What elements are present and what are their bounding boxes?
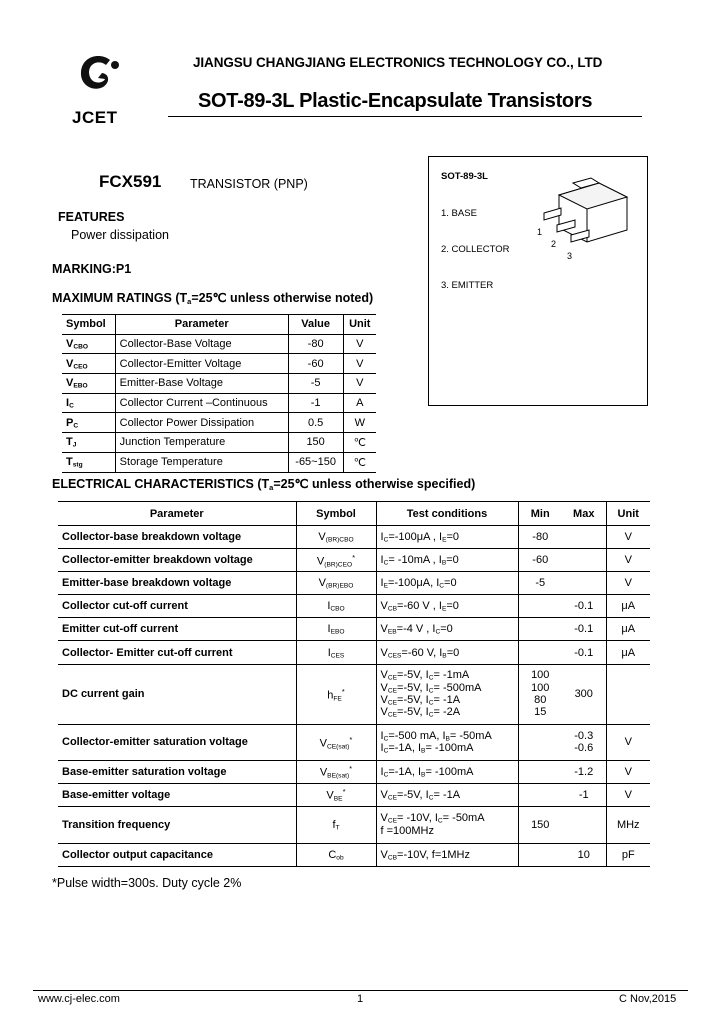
row-conditions: $V_{EB}=-4$ V , $I_C=0$	[376, 618, 518, 641]
row-max	[562, 549, 606, 572]
row-unit: V	[606, 724, 650, 760]
table-row: $V_{CBO}$ Collector-Base Voltage -80 V	[62, 334, 376, 354]
row-min	[518, 618, 562, 641]
row-symbol: $V_{(BR)CBO}$	[296, 526, 376, 549]
document-title: SOT-89-3L Plastic-Encapsulate Transistors	[198, 90, 593, 112]
table-header-row	[58, 502, 650, 526]
row-symbol: $I_{EBO}$	[296, 618, 376, 641]
marking-code: MARKING:P1	[52, 262, 132, 276]
row-unit	[606, 664, 650, 724]
row-max: -0.3 -0.6	[562, 724, 606, 760]
row-parameter: Emitter cut-off current	[58, 618, 296, 641]
table-row	[58, 595, 650, 618]
electrical-heading: ELECTRICAL CHARACTERISTICS ($T_a=25℃$ unless otherwise specified)	[52, 477, 476, 492]
logo-text: JCET	[72, 108, 118, 127]
row-min: -60	[518, 549, 562, 572]
row-parameter: Collector cut-off current	[58, 595, 296, 618]
row-symbol: $V_{CE(sat)}^*$	[296, 724, 376, 760]
row-unit: μA	[606, 618, 650, 641]
row-max: 10	[562, 843, 606, 866]
row-symbol: $h_{FE}^*$	[296, 664, 376, 724]
table-row	[58, 783, 650, 806]
table-row: $T_J$ Junction Temperature 150 ℃	[62, 433, 376, 453]
row-unit: V	[606, 760, 650, 783]
row-unit: V	[606, 572, 650, 595]
col-parameter: Parameter	[58, 502, 296, 526]
table-row	[58, 549, 650, 572]
row-parameter: Collector- Emitter cut-off current	[58, 641, 296, 664]
table-row: $V_{EBO}$ Emitter-Base Voltage -5 V	[62, 374, 376, 394]
table-row	[58, 843, 650, 866]
row-conditions: $V_{CB}=-60$ V , $I_E=0$	[376, 595, 518, 618]
table-row	[58, 526, 650, 549]
title-underline	[168, 116, 642, 117]
row-max: -0.1	[562, 595, 606, 618]
row-symbol: $V_{(BR)EBO}$	[296, 572, 376, 595]
pin-number-2: 2	[551, 239, 557, 249]
row-max: -1.2	[562, 760, 606, 783]
row-min: 100 100 80 15	[518, 664, 562, 724]
col-parameter: Parameter	[115, 315, 288, 335]
col-symbol: Symbol	[296, 502, 376, 526]
row-max: -0.1	[562, 618, 606, 641]
col-unit: Unit	[606, 502, 650, 526]
row-max: -1	[562, 783, 606, 806]
row-min	[518, 595, 562, 618]
col-conditions: Test conditions	[376, 502, 518, 526]
row-symbol: $V_{(BR)CEO}^*$	[296, 549, 376, 572]
col-min: Min	[518, 502, 562, 526]
features-heading: FEATURES	[58, 210, 125, 224]
jcet-logo-icon	[70, 50, 132, 100]
row-unit: μA	[606, 641, 650, 664]
row-parameter: DC current gain	[58, 664, 296, 724]
row-parameter: Collector output capacitance	[58, 843, 296, 866]
row-parameter: Collector-base breakdown voltage	[58, 526, 296, 549]
table-row	[58, 724, 650, 760]
table-row	[58, 572, 650, 595]
col-unit: Unit	[343, 315, 376, 335]
row-symbol: $I_{CES}$	[296, 641, 376, 664]
row-min: -5	[518, 572, 562, 595]
pin-number-1: 1	[537, 227, 543, 237]
row-unit: μA	[606, 595, 650, 618]
row-max: 300	[562, 664, 606, 724]
table-row	[58, 760, 650, 783]
electrical-table	[58, 501, 650, 867]
row-unit: V	[606, 783, 650, 806]
row-max	[562, 806, 606, 843]
table-row: $I_C$ Collector Current –Continuous -1 A	[62, 393, 376, 413]
table-row	[58, 641, 650, 664]
row-unit: MHz	[606, 806, 650, 843]
row-symbol: $I_{CBO}$	[296, 595, 376, 618]
footer-date: C Nov,2015	[619, 993, 677, 1005]
row-max	[562, 572, 606, 595]
part-number: FCX591	[99, 172, 162, 191]
row-parameter: Collector-emitter breakdown voltage	[58, 549, 296, 572]
table-row	[58, 806, 650, 843]
footer-divider	[33, 990, 688, 991]
pin-collector: 2. COLLECTOR	[441, 244, 510, 255]
table-row: $P_C$ Collector Power Dissipation 0.5 W	[62, 413, 376, 433]
row-conditions: $I_C= -10mA$ , $I_B=0$	[376, 549, 518, 572]
max-ratings-heading: MAXIMUM RATINGS ($T_a=25℃$ unless otherwise noted)	[52, 291, 374, 306]
row-conditions: $I_C=-1A$, $I_B= -100mA$	[376, 760, 518, 783]
row-unit: pF	[606, 843, 650, 866]
row-min	[518, 843, 562, 866]
row-conditions: $V_{CES}=-60$ V, $I_B=0$	[376, 641, 518, 664]
row-conditions: $V_{CE}=-5V$, $I_C= -1mA$ $V_{CE}=-5V$, $I_C= -500mA$ $V_{CE}=-5V$, $I_C= -1A$ $V_{CE}=-5V$, $I_C= -2A$	[376, 664, 518, 724]
pin-emitter: 3. EMITTER	[441, 280, 494, 291]
row-min	[518, 783, 562, 806]
row-max	[562, 526, 606, 549]
table-row: $V_{CEO}$ Collector-Emitter Voltage -60 V	[62, 354, 376, 374]
row-conditions: $V_{CE}= -10V$, $I_C= -50mA$ f =100MHz	[376, 806, 518, 843]
row-min	[518, 760, 562, 783]
row-min	[518, 641, 562, 664]
row-parameter: Transition frequency	[58, 806, 296, 843]
pin-base: 1. BASE	[441, 208, 477, 219]
row-symbol: $V_{BE}^*$	[296, 783, 376, 806]
row-symbol: $f_T$	[296, 806, 376, 843]
max-ratings-table	[62, 314, 376, 473]
package-box	[428, 156, 648, 406]
footer-website: www.cj-elec.com	[38, 993, 120, 1005]
row-symbol: $C_{ob}$	[296, 843, 376, 866]
feature-item: Power dissipation	[71, 228, 169, 242]
row-unit: V	[606, 549, 650, 572]
row-max: -0.1	[562, 641, 606, 664]
table-row	[58, 664, 650, 724]
col-max: Max	[562, 502, 606, 526]
company-name: JIANGSU CHANGJIANG ELECTRONICS TECHNOLOGY CO., LTD	[193, 55, 603, 70]
row-min: -80	[518, 526, 562, 549]
row-min: 150	[518, 806, 562, 843]
row-min	[518, 724, 562, 760]
footer-page-number: 1	[357, 993, 364, 1005]
sot89-package-icon	[529, 175, 639, 265]
row-conditions: $V_{CB}=-10V$, f=1MHz	[376, 843, 518, 866]
table-row: $T_{stg}$ Storage Temperature -65~150 ℃	[62, 452, 376, 472]
row-parameter: Base-emitter saturation voltage	[58, 760, 296, 783]
table-header-row	[62, 315, 376, 335]
footnote: *Pulse width=300s. Duty cycle 2%	[52, 876, 242, 890]
row-conditions: $V_{CE}=-5V$, $I_C= -1A$	[376, 783, 518, 806]
table-row	[58, 618, 650, 641]
row-conditions: $I_C=-500$ mA, $I_B= -50mA$ $I_C=-1A$, $I_B= -100mA$	[376, 724, 518, 760]
row-parameter: Collector-emitter saturation voltage	[58, 724, 296, 760]
row-unit: V	[606, 526, 650, 549]
part-type: TRANSISTOR (PNP)	[190, 177, 308, 191]
package-name: SOT-89-3L	[441, 171, 488, 182]
col-value: Value	[288, 315, 343, 335]
col-symbol: Symbol	[62, 315, 115, 335]
row-symbol: $V_{BE(sat)}^*$	[296, 760, 376, 783]
row-conditions: $I_E=-100\mu A$, $I_C=0$	[376, 572, 518, 595]
row-parameter: Base-emitter voltage	[58, 783, 296, 806]
row-parameter: Emitter-base breakdown voltage	[58, 572, 296, 595]
row-conditions: $I_C=-100\mu A$ , $I_E=0$	[376, 526, 518, 549]
pin-number-3: 3	[567, 251, 573, 261]
